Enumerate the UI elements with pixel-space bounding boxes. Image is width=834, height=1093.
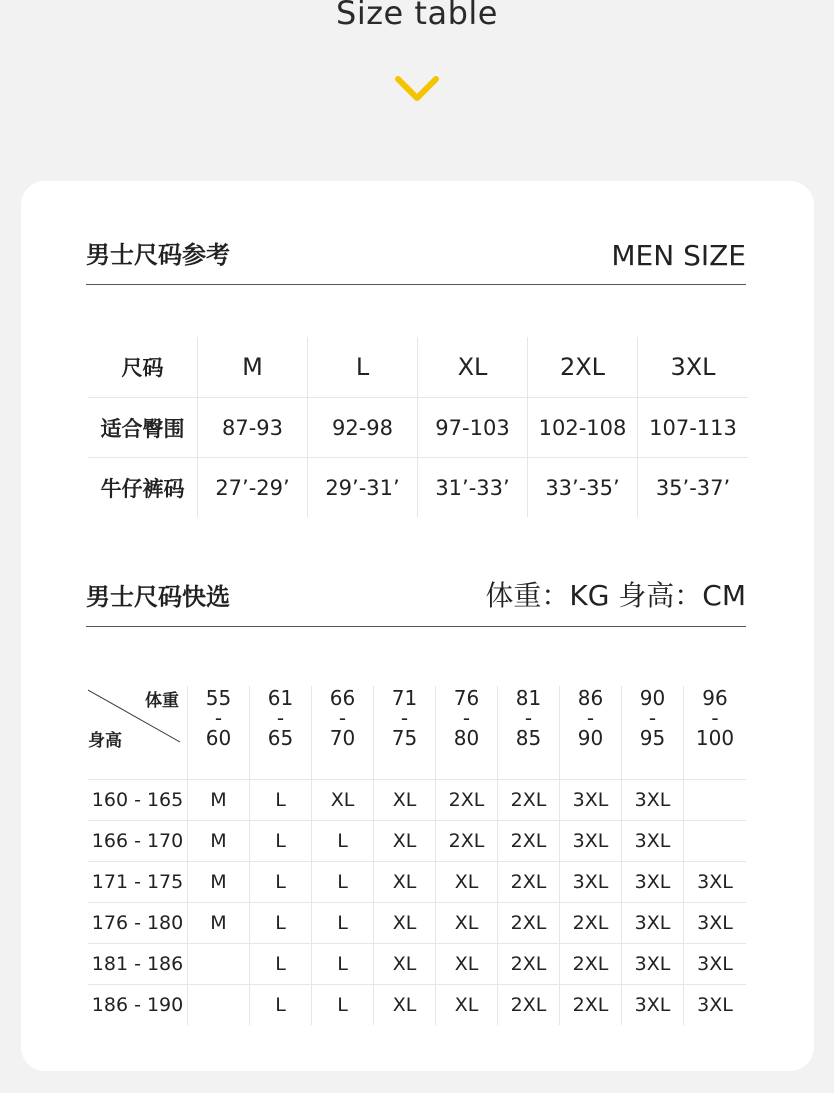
size-cell: XL [374, 944, 436, 984]
size-cell: L [312, 862, 374, 902]
size-cell: M [188, 862, 250, 902]
size-cell: XL [374, 780, 436, 820]
size-cell: 3XL [697, 912, 733, 934]
size-cell: 3XL [560, 780, 622, 820]
table-cell: 97-103 [418, 397, 528, 457]
corner-height-label: 身高 [88, 731, 122, 751]
size-cell: 3XL [622, 985, 684, 1025]
weight-range-header [188, 686, 250, 779]
weight-range-header [560, 686, 622, 779]
table-row [88, 861, 746, 902]
weight-range-header [436, 686, 498, 779]
height-range-cell: 166 - 170 [88, 821, 188, 861]
table-cell: 27’-29’ [198, 457, 308, 517]
size-cell: XL [436, 944, 498, 984]
size-cell: 2XL [498, 985, 560, 1025]
size-cell: 2XL [560, 944, 622, 984]
weight-separator: - [586, 706, 595, 730]
weight-to: 70 [329, 726, 356, 750]
size-cell: M [188, 903, 250, 943]
size-cell: 2XL [498, 862, 560, 902]
weight-from: 86 [577, 686, 604, 710]
weight-to: 80 [453, 726, 480, 750]
size-cell: 3XL [697, 953, 733, 975]
size-cell: XL [374, 985, 436, 1025]
weight-range-header [684, 686, 746, 779]
quick-select-header [86, 576, 746, 627]
table-row [88, 457, 748, 517]
table-row [88, 397, 748, 457]
table-row [88, 779, 746, 820]
size-cell [684, 780, 746, 820]
weight-from: 90 [639, 686, 666, 710]
table-row [88, 943, 746, 984]
weight-range-header [250, 686, 312, 779]
weight-to: 95 [639, 726, 666, 750]
size-cell: 3XL [622, 944, 684, 984]
weight-to: 60 [205, 726, 232, 750]
size-cell: 3XL [697, 871, 733, 893]
size-cell: 3XL [560, 862, 622, 902]
weight-separator: - [214, 706, 223, 730]
weight-from: 76 [453, 686, 480, 710]
table-cell: 35’-37’ [638, 457, 748, 517]
weight-to: 100 [695, 726, 735, 750]
size-cell: 3XL [622, 903, 684, 943]
weight-range-header [312, 686, 374, 779]
size-cell: XL [374, 903, 436, 943]
size-cell: 2XL [560, 985, 622, 1025]
size-cell: XL [436, 862, 498, 902]
table-cell: 31’-33’ [418, 457, 528, 517]
size-cell: 3XL [697, 994, 733, 1016]
table-row [88, 820, 746, 861]
size-cell [188, 985, 250, 1025]
size-header-cell: L [308, 337, 418, 397]
size-reference-table [88, 337, 748, 517]
height-range-cell: 171 - 175 [88, 862, 188, 902]
weight-to: 90 [577, 726, 604, 750]
size-header-cell: XL [418, 337, 528, 397]
height-range-cell: 160 - 165 [88, 780, 188, 820]
section-title-en: MEN SIZE [611, 239, 746, 272]
size-cell: L [312, 821, 374, 861]
table-cell: 87-93 [198, 397, 308, 457]
size-cell: XL [374, 862, 436, 902]
weight-from: 81 [515, 686, 542, 710]
weight-separator: - [400, 706, 409, 730]
section-title-zh: 男士尺码快选 [86, 583, 230, 611]
size-header-cell: M [198, 337, 308, 397]
size-cell: 2XL [498, 821, 560, 861]
weight-to: 65 [267, 726, 294, 750]
table-row [88, 984, 746, 1025]
weight-from: 66 [329, 686, 356, 710]
size-cell: M [188, 821, 250, 861]
page-title: Size table [336, 0, 498, 32]
weight-from: 71 [391, 686, 418, 710]
size-cell: 2XL [498, 780, 560, 820]
height-range-cell: 176 - 180 [88, 903, 188, 943]
weight-range-header [622, 686, 684, 779]
size-cell: 3XL [622, 862, 684, 902]
weight-to: 85 [515, 726, 542, 750]
size-cell: L [250, 903, 312, 943]
quick-select-table [88, 686, 746, 1025]
size-cell [684, 821, 746, 861]
size-cell: XL [374, 821, 436, 861]
size-cell: 3XL [622, 821, 684, 861]
section-title-zh: 男士尺码参考 [86, 241, 230, 269]
size-cell: 3XL [560, 821, 622, 861]
size-cell: XL [436, 985, 498, 1025]
size-cell: 2XL [436, 780, 498, 820]
weight-from: 55 [205, 686, 232, 710]
weight-range-header [374, 686, 436, 779]
table-corner [88, 686, 188, 779]
size-cell: L [250, 985, 312, 1025]
weight-separator: - [524, 706, 533, 730]
size-cell: L [312, 944, 374, 984]
size-cell: 2XL [498, 944, 560, 984]
row-label: 适合臀围 [88, 397, 198, 457]
weight-from: 96 [702, 686, 728, 710]
weight-separator: - [648, 706, 657, 730]
weight-to: 75 [391, 726, 418, 750]
weight-separator: - [462, 706, 471, 730]
size-cell: L [312, 903, 374, 943]
weight-separator: - [338, 706, 347, 730]
weight-from: 61 [267, 686, 294, 710]
size-cell: 3XL [622, 780, 684, 820]
height-range-cell: 186 - 190 [88, 985, 188, 1025]
weight-separator: - [276, 706, 285, 730]
weight-header-row [88, 686, 746, 779]
size-cell: L [312, 985, 374, 1025]
size-cell: 2XL [436, 821, 498, 861]
table-cell: 102-108 [528, 397, 638, 457]
size-cell: XL [436, 903, 498, 943]
size-header-cell: 2XL [528, 337, 638, 397]
row-label: 尺码 [88, 337, 198, 397]
size-header-row [88, 337, 748, 397]
units-label: 体重：KG 身高：CM [485, 579, 746, 612]
table-cell: 107-113 [638, 397, 748, 457]
size-cell [188, 944, 250, 984]
table-cell: 33’-35’ [528, 457, 638, 517]
size-header-cell: 3XL [670, 353, 716, 381]
size-cell: 2XL [498, 903, 560, 943]
table-row [88, 902, 746, 943]
men-size-header [86, 232, 746, 285]
size-cell: L [250, 862, 312, 902]
corner-weight-label: 体重 [145, 691, 179, 711]
size-cell: 2XL [560, 903, 622, 943]
weight-range-header [498, 686, 560, 779]
table-cell: 92-98 [308, 397, 418, 457]
size-cell: L [250, 780, 312, 820]
size-cell: XL [312, 780, 374, 820]
height-range-cell: 181 - 186 [88, 944, 188, 984]
row-label: 牛仔裤码 [88, 457, 198, 517]
size-cell: L [250, 944, 312, 984]
weight-separator: - [711, 706, 719, 730]
table-cell: 29’-31’ [308, 457, 418, 517]
chevron-down-icon [393, 74, 441, 104]
size-cell: M [188, 780, 250, 820]
size-cell: L [250, 821, 312, 861]
